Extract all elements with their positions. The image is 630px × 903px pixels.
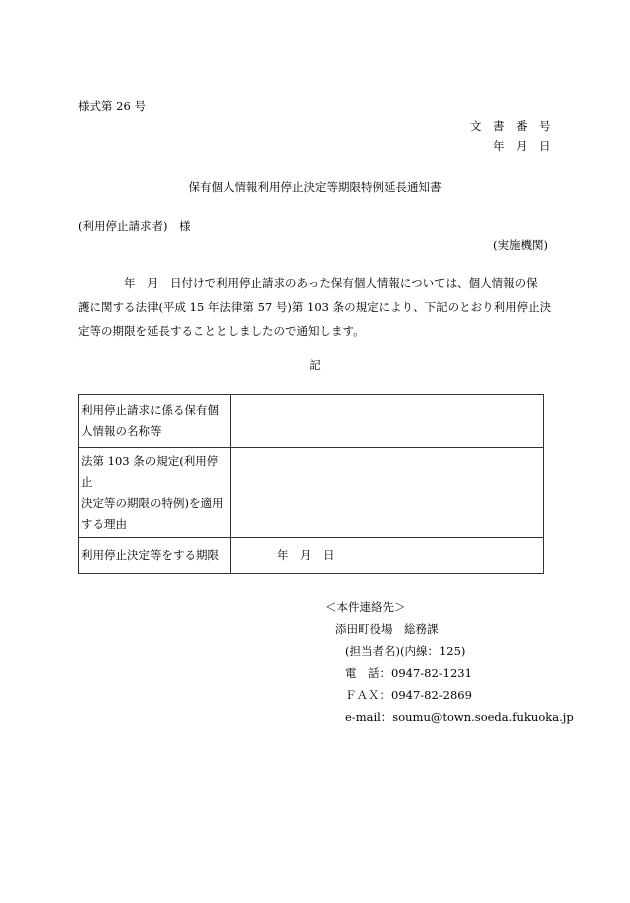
reason-value [231,448,544,538]
deadline-value: 年 月 日 [231,538,544,574]
contact-office: 添田町役場 総務課 [335,622,439,636]
document-number-label: 文 書 番 号 [470,119,551,133]
label-line: 人情報の名称等 [81,424,162,438]
contact-email[interactable]: e-mail：soumu@town.soeda.fukuoka.jp [345,710,574,724]
ki-heading: 記 [309,358,321,372]
date-label: 年 月 日 [493,139,551,153]
document-title: 保有個人情報利用停止決定等期限特例延長通知書 [188,180,442,194]
contact-fax: ＦＡＸ：0947-82-2869 [345,688,472,702]
table-row [79,538,544,574]
contact-block [325,596,574,728]
contact-heading: ＜本件連絡先＞ [325,600,406,614]
label-line: 決定等の期限の特例)を適用 [81,495,224,510]
table-row [79,395,544,448]
label-line: 法第 103 条の規定(利用停止 [81,453,219,489]
body-line-3: 定等の期限を延長することとしましたので通知します。 [78,324,365,338]
body-line-2: 護に関する法律(平成 15 年法律第 57 号)第 103 条の規定により、下記のとおり利用停止決 [78,300,552,314]
table-row [79,448,544,538]
details-table [78,394,544,574]
sender-institution: (実施機関) [493,238,548,252]
addressee: (利用停止請求者) 様 [78,219,191,233]
body-line-1: 年 月 日付けで利用停止請求のあった保有個人情報については、個人情報の保 [124,276,538,290]
notice-body [78,271,552,343]
label-line: する理由 [81,516,127,531]
request-info-label [79,395,231,448]
label-line: 利用停止請求に係る保有個 [81,403,219,417]
form-number: 様式第 26 号 [78,99,146,113]
reason-label [79,448,231,538]
request-info-value [231,395,544,448]
deadline-label: 利用停止決定等をする期限 [79,538,231,574]
contact-person: (担当者名)(内線：125) [345,644,466,658]
contact-phone: 電 話：0947-82-1231 [345,666,472,680]
